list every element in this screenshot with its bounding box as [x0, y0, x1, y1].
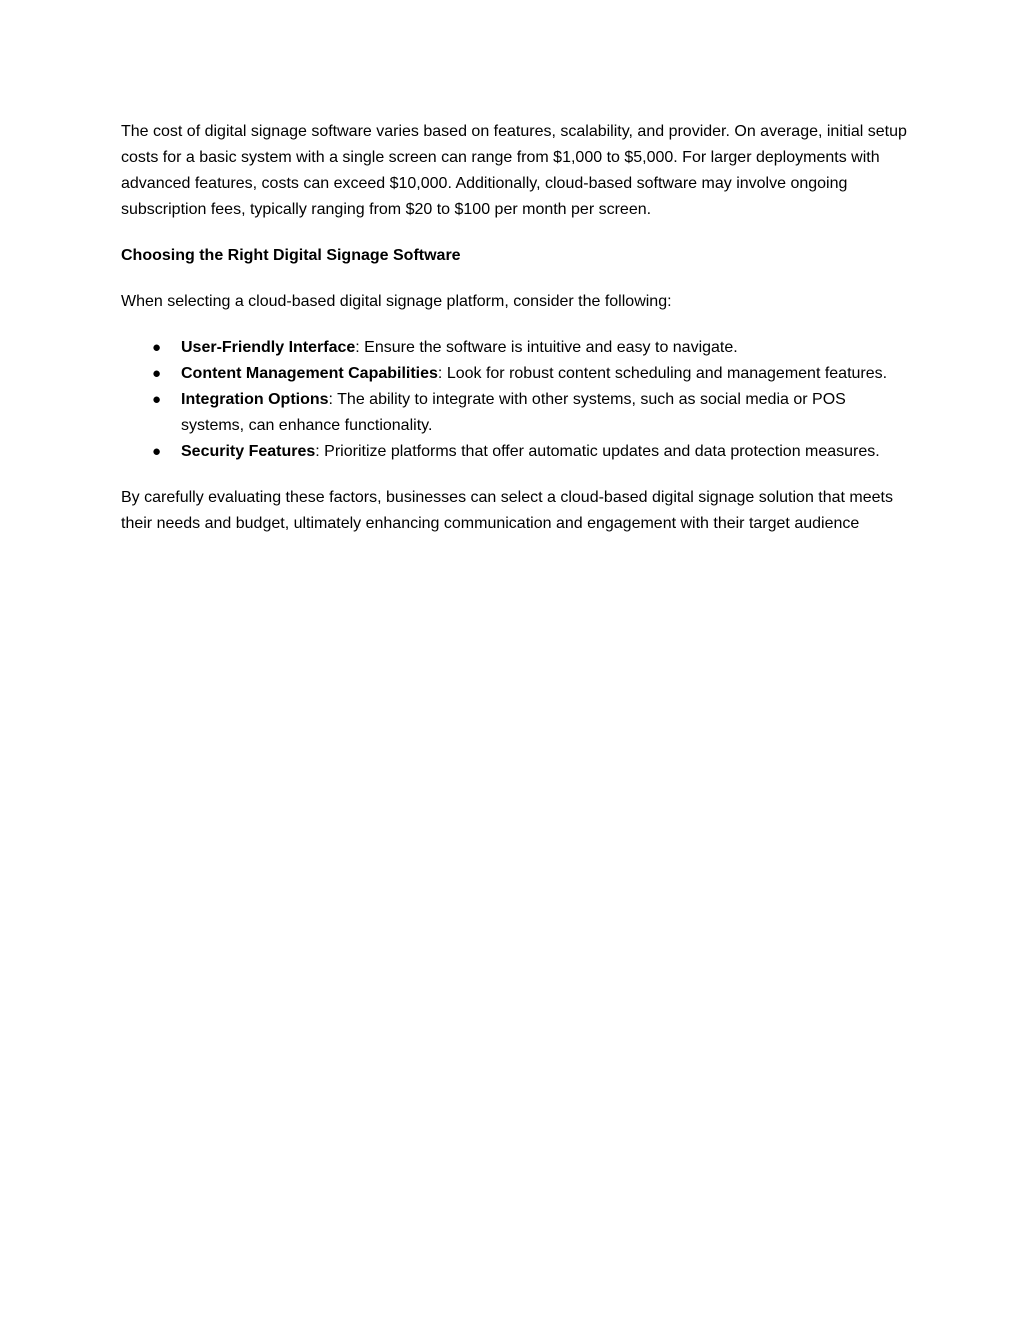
item-description: : Ensure the software is intuitive and easy to navigate. [355, 339, 738, 356]
list-item [121, 361, 911, 387]
item-term: Content Management Capabilities [181, 365, 438, 382]
lead-paragraph: When selecting a cloud-based digital signage platform, consider the following: [121, 293, 672, 310]
item-term: Security Features [181, 443, 316, 460]
item-term: User-Friendly Interface [181, 339, 356, 356]
item-description: : Prioritize platforms that offer automatic updates and data protection measures. [315, 443, 880, 460]
document-page [121, 119, 911, 537]
item-description: : Look for robust content scheduling and management features. [437, 365, 888, 382]
considerations-list [121, 335, 911, 465]
bullet-icon: ● [152, 391, 162, 408]
section-heading: Choosing the Right Digital Signage Software [121, 247, 461, 264]
bullet-icon: ● [152, 365, 162, 382]
bullet-icon: ● [152, 443, 162, 460]
list-item [121, 439, 911, 465]
item-term: Integration Options [181, 391, 329, 408]
list-item [121, 387, 911, 439]
intro-paragraph: The cost of digital signage software varies based on features, scalability, and provider. On average, initial setup costs for a basic system with a single screen can range from $1,000 to $5,000. For larger deployments with advanced features, costs can exceed $10,000. Additionally, cloud-based software may involve ongoing subscription fees, typically ranging from $20 to $100 per month per screen. [121, 123, 907, 218]
item-description: : The ability to integrate with other systems, such as social media or POS systems, can enhance functionality. [181, 391, 846, 434]
bullet-icon: ● [152, 339, 162, 356]
list-item [121, 335, 911, 361]
conclusion-paragraph: By carefully evaluating these factors, businesses can select a cloud-based digital signage solution that meets their needs and budget, ultimately enhancing communication and engagement with their target audience [121, 489, 893, 532]
